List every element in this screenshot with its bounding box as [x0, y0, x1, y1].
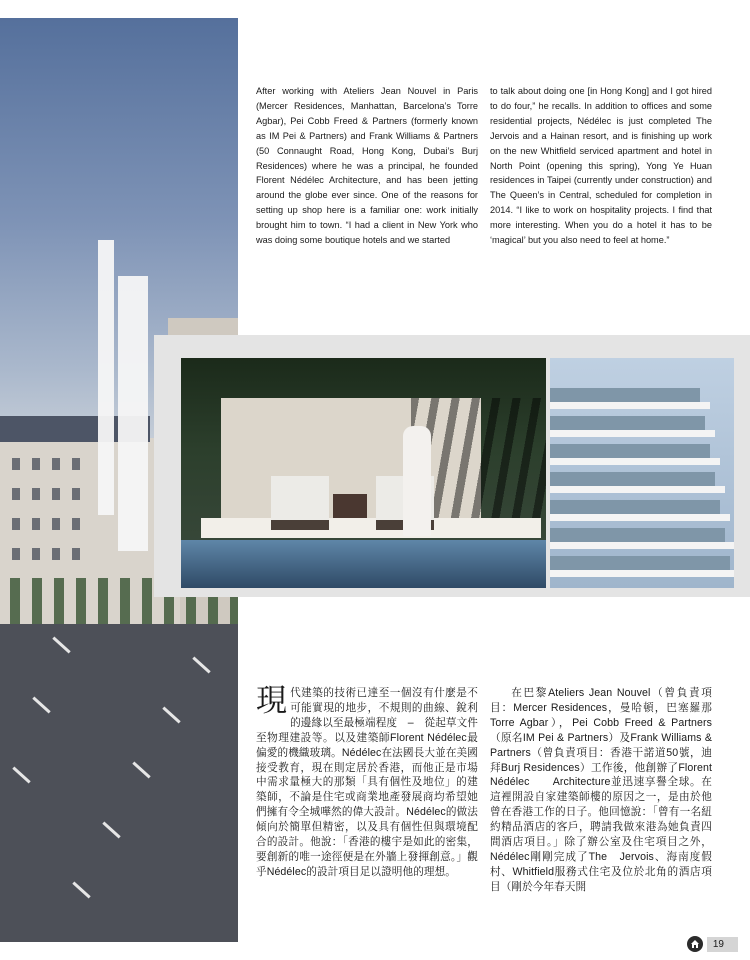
decorative-bar	[118, 276, 148, 551]
pool-terrace-photo	[181, 358, 546, 588]
tower-facade-photo	[550, 358, 734, 588]
drop-cap: 現	[256, 683, 288, 719]
page-number: 19	[707, 937, 738, 952]
page-footer	[687, 934, 738, 954]
article-text-zh-col1-body: 代建築的技術已達至一個沒有什麼是不可能實現的地步，不規則的曲線、銳利的邊緣以至最極端程度 – 從起草文件至物理建設等。以及建築師Florent Nédélec最偏愛的機織玻璃。Nédélec在法國長大並在美國接受教育，現在則定居於香港，而他正是市場中需求量極大的那類「具有個性及地位」的建築師，不論是住宅或商業地產發展商均希望她們擁有令全城嘩然的偉大設計。Nédélec的做法傾向於簡單但精密，以及具有個性但與環境配合的設計。他說：「香港的樓宇是如此的密集，要創新的唯一途徑便是在外牆上發揮創意。」觀乎Nédélec的設計項目足以證明他的理想。	[256, 687, 478, 878]
article-text-zh-col1	[256, 683, 478, 880]
article-text-en-col2: to talk about doing one [in Hong Kong] and I got hired to do four,” he recalls. In addition to offices and some residential projects, Nédélec is just completed The Jervois and a Hainan resort, and is finishing up work on the new Whitfield serviced apartment and hotel in North Point (opening this spring), Yong Ye Huan residences in Taipei (currently under construction) and The Queen’s in Central, scheduled for completion in 2014. “I like to work on hospitality projects. I find that more interesting. When you do a hotel it has to be ‘magical’ but you also need to feel at home.”	[490, 86, 712, 246]
article-text-zh-col2: 在巴黎Ateliers Jean Nouvel（曾負責項目：Mercer Residences，曼哈頓，巴塞羅那Torre Agbar），Pei Cobb Freed & Partners（原名IM Pei & Partners）及Frank Williams & Partners（曾負責項目：香港干諾道50號，迪拜Burj Residences）工作後，他創辦了Florent Nédélec Architecture並迅速享譽全球。在這裡開設自家建築師樓的原因之一，是由於他曾在香港工作的日子。他回憶說：「曾有一名紐約精品酒店的客戶，聘請我做來港為她負責四間酒店項目。」除了辦公室及住宅項目之外，Nédélec剛剛完成了The Jervois、海南度假村、Whitfield服務式住宅及位於北角的酒店項目（剛於今年春天開	[490, 687, 712, 893]
home-icon[interactable]	[687, 936, 703, 952]
decorative-bar	[98, 240, 114, 515]
photo-road	[0, 624, 238, 942]
article-text-en-col1: After working with Ateliers Jean Nouvel in Paris (Mercer Residences, Manhattan, Barcelona’s Torre Agbar), Pei Cobb Freed & Partners (formerly known as IM Pei & Partners) and Frank Williams & Partners (50 Connaught Road, Hong Kong, Dubai’s Burj Residences) where he was a principal, he founded Florent Nédélec Architecture, and has been jetting around the globe ever since. One of the reasons for setting up shop here is a familiar one: work initially brought him to town. “I had a client in New York who was doing some boutique hotels and we started	[256, 86, 478, 246]
